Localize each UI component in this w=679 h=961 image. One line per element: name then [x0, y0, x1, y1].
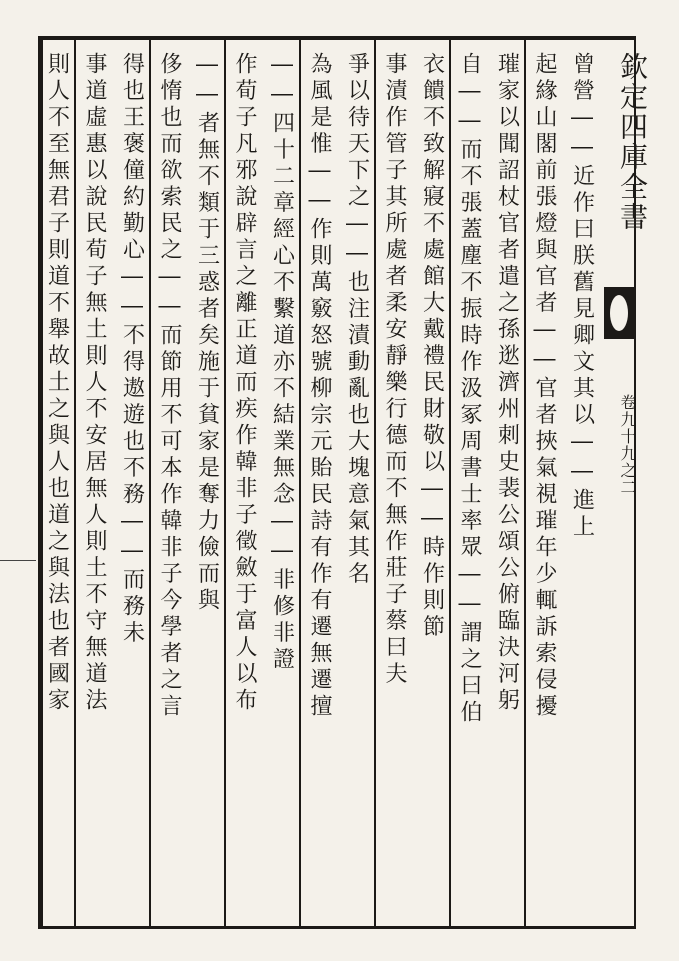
text-column: ――四十二章經心不繫道亦不結業無念――非修非證 — [269, 52, 295, 674]
text-column: 璀家以聞詔杖官者遣之孫逖濟州刺史裴公頌公俯臨決河躬 — [494, 52, 520, 715]
text-column: 事漬作管子其所處者柔安靜樂行德而不無作莊子蔡曰夫 — [382, 52, 407, 688]
text-column: 則人不至無君子則道不舉故土之與人也道之與法也者國家 — [44, 52, 70, 715]
text-column: 曾營――近作曰朕舊見卿文其以――進上 — [569, 52, 595, 541]
text-column: 為風是惟――作則萬竅怒號柳宗元貽民詩有作有遷無遷擅 — [307, 52, 332, 721]
text-column: ――者無不類于三惑者矣施于貧家是奪力儉而與 — [194, 52, 220, 615]
text-column: 自――而不張蓋塵不振時作汲冢周書士率眾――謂之曰伯 — [457, 52, 482, 727]
text-column: 作荀子凡邪說辟言之離正道而疾作韓非子徵斂于富人以布 — [232, 52, 257, 715]
volume-label: 卷九十九之二 — [618, 394, 637, 496]
text-column: 事道虛惠以說民荀子無土則人不安居無人則土不守無道法 — [82, 52, 107, 715]
text-column: 爭以待天下之――也注漬動亂也大塊意氣其名 — [344, 52, 370, 588]
text-column: 衣饋不致解寢不處館大戴禮民財敬以――時作則節 — [419, 52, 445, 641]
text-column: 得也王褒僮約勤心――不得遨遊也不務――而務未 — [119, 52, 145, 647]
edge-mark — [0, 560, 36, 561]
book-title: 欽定四庫全書 — [616, 52, 649, 232]
text-column: 起緣山閣前張燈與官者――官者挾氣視璀年少輒訴索侵擾 — [532, 52, 557, 721]
fishtail-mark — [604, 287, 636, 339]
text-column: 侈惰也而欲索民之――而節用不可本作韓非子今學者之言 — [157, 52, 182, 721]
